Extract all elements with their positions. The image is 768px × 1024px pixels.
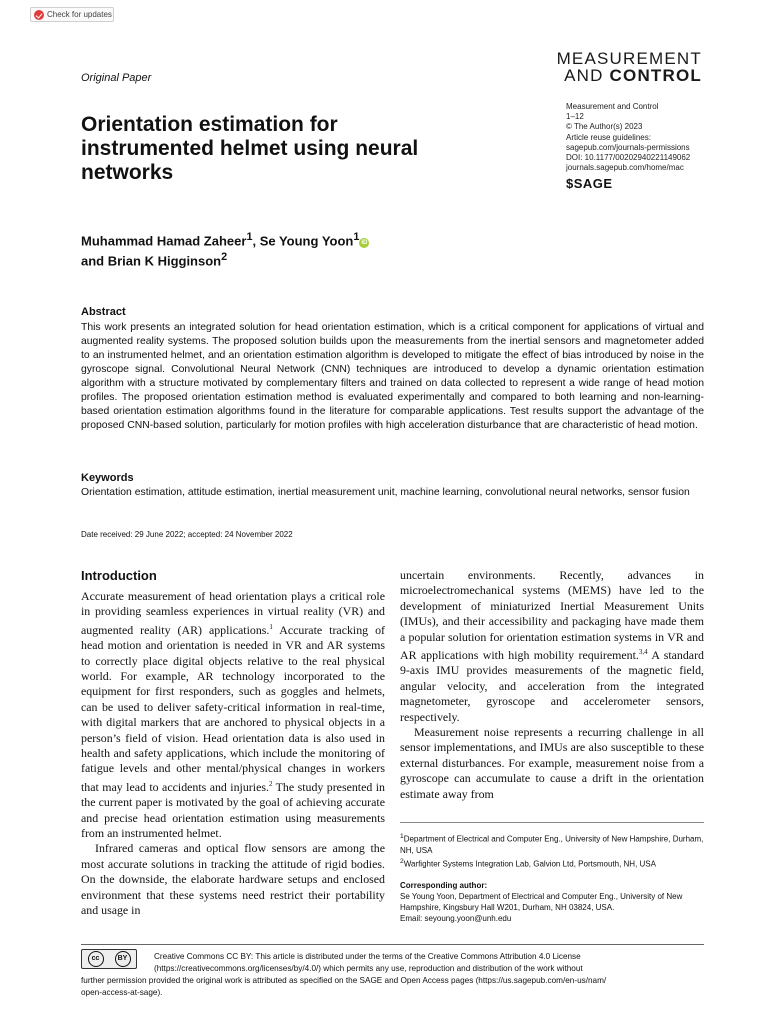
license-divider bbox=[81, 944, 704, 945]
affiliations bbox=[400, 831, 710, 869]
author-higginson: and Brian K Higginson bbox=[81, 253, 222, 269]
corr-text: Se Young Yoon, Department of Electrical and Computer Eng., University of New Hampshire, Kingsbury Hall W201, Durham, NH 03824, USA. bbox=[400, 892, 683, 912]
meta-journal-name: Measurement and Control bbox=[566, 102, 659, 111]
intro-paragraph-2: Infrared cameras and optical flow sensors are among the most accurate solutions in tracking the attitude of rigid bodies. On the downside, the elaborate hardware setups and enclosed environment that these systems need restrict their portability and usage in bbox=[81, 841, 385, 918]
introduction-heading: Introduction bbox=[81, 568, 157, 583]
meta-journal-link[interactable]: journals.sagepub.com/home/mac bbox=[566, 163, 684, 173]
logo-line2: AND CONTROL bbox=[564, 66, 702, 85]
affiliation-1: $^1$Department of Electrical and Computer Eng., University of New Hampshire, Durham, NH, USA bbox=[400, 833, 704, 855]
affiliation-2: $^2$Warfighter Systems Integration Lab, Galvion Ltd, Portsmouth, NH, USA bbox=[400, 857, 656, 869]
meta-copyright: © The Author(s) 2023 bbox=[566, 122, 643, 132]
footnote-divider bbox=[400, 822, 704, 823]
intro-paragraph-2-cont: uncertain environments. Recently, advances in microelectromechanical systems (MEMS) have led to the development of miniaturized Inertial Measurement Units (IMUs), and their accessibility and packaging have made them a popular solution for orientation estimation systems in VR and AR applications with high mobility requirement.$^{3,4}$ A standard 9-axis IMU provides measurements of the magnetic field, angular velocity, and acceleration from the integrated magnetometer, gyroscope and accelerometer sensors, respectively. bbox=[400, 568, 704, 724]
corresponding-author bbox=[400, 880, 710, 924]
meta-pages: 1–12 bbox=[566, 112, 584, 122]
author-zaheer: Muhammad Hamad Zaheer bbox=[81, 233, 247, 249]
corr-email[interactable]: Email: seyoung.yoon@unh.edu bbox=[400, 914, 512, 923]
abstract-text: This work presents an integrated solution for head orientation estimation, which is a critical component for applications of virtual and augmented reality systems. The proposed solution builds upon the measurements from the inertial sensors and magnetometer added to an instrumented helmet, and an orientation estimation algorithm is developed to mitigate the effect of bias introduced by noise in the gyroscope signal. Convolutional Neural Network (CNN) techniques are introduced to develop a dynamic orientation estimation algorithm with a structure motivated by complementary filters and trained on data collected to represent a wide range of head motion profiles. The proposed orientation estimation method is evaluated experimentally and compared to both learning and non-learning-based orientation estimation algorithms found in the literature for comparable applications. Test results support the advantage of the proposed CNN-based solution, particularly for motion profiles with high acceleration disturbance that are characteristic of head motion. bbox=[81, 322, 704, 431]
abstract-heading: Abstract bbox=[81, 306, 126, 318]
intro-paragraph-3: Measurement noise represents a recurring challenge in all sensor implementations, and IMUs are also susceptible to these external disturbances. For example, measurement noise from a gyroscope can accumulate to cause a drift in the orientation estimate away from bbox=[400, 725, 704, 801]
meta-permissions-link[interactable]: sagepub.com/journals-permissions bbox=[566, 142, 690, 152]
by-icon: BY bbox=[115, 951, 131, 967]
paper-title: Orientation estimation for instrumented helmet using neural networks bbox=[81, 113, 419, 184]
corr-heading: Corresponding author: bbox=[400, 881, 488, 890]
orcid-icon[interactable]: iD bbox=[361, 240, 368, 247]
keywords-text: Orientation estimation, attitude estimation, inertial measurement unit, machine learning, convolutional neural networks, sensor fusion bbox=[81, 487, 690, 498]
check-icon bbox=[34, 10, 44, 20]
meta-doi[interactable]: DOI: 10.1177/00202940221149062 bbox=[566, 153, 691, 163]
intro-paragraph-1: Accurate measurement of head orientation plays a critical role in providing seamless experiences in virtual reality (VR) and augmented reality (AR) applications.$^1$ Accurate tracking of head motion and orientation is needed in VR and AR systems to correctly place digital objects relative to the real physical world. For example, AR technology incorporated to the equipment for first responders, such as goggles and helmets, can be used to deliver safety-critical information in real-time, with digital markers that are anchored to physical objects in a person’s field of vision. Head orientation data is also used in health and safety applications, which include the monitoring of fatigue levels and other mental/physical changes in workers that may lead to accidents and injuries.$^2$ The study presented in the current paper is motivated by the goal of achieving accurate and precise head orientation estimation using measurements from an instrumented helmet. bbox=[81, 589, 386, 841]
journal-logo bbox=[557, 50, 702, 84]
license-text: Creative Commons CC BY: This article is distributed under the terms of the Creative Commons Attribution 4.0 License (https://creativecommons.org/licenses/by/4.0/) which permits any use, reproduction and distribution of the work without further permission provided the original work is attributed as specified on the SAGE and Open Access pages (https://us.sagepub.com/en-us/nam/ open-access-at-sage). bbox=[81, 952, 607, 997]
keywords-heading: Keywords bbox=[81, 472, 134, 484]
column-right bbox=[400, 568, 704, 802]
sage-icon: $ bbox=[566, 176, 574, 191]
author-yoon: , Se Young Yoon bbox=[252, 233, 354, 249]
meta-reuse: Article reuse guidelines: bbox=[566, 132, 651, 142]
author-list: Muhammad Hamad Zaheer$^1$, Se Young Yoon$^1$iD and Brian K Higginson$^2$ bbox=[81, 231, 368, 269]
received-dates: Date received: 29 June 2022; accepted: 24 November 2022 bbox=[81, 530, 293, 539]
badge-label: Check for updates bbox=[47, 10, 112, 19]
check-for-updates-badge[interactable] bbox=[30, 7, 114, 22]
paper-type: Original Paper bbox=[81, 72, 152, 84]
sage-logo: $SAGE bbox=[566, 176, 613, 191]
logo-line1: MEASUREMENT bbox=[556, 49, 702, 68]
cc-icon: cc bbox=[88, 951, 104, 967]
column-left bbox=[81, 589, 385, 918]
journal-metadata bbox=[566, 102, 690, 173]
